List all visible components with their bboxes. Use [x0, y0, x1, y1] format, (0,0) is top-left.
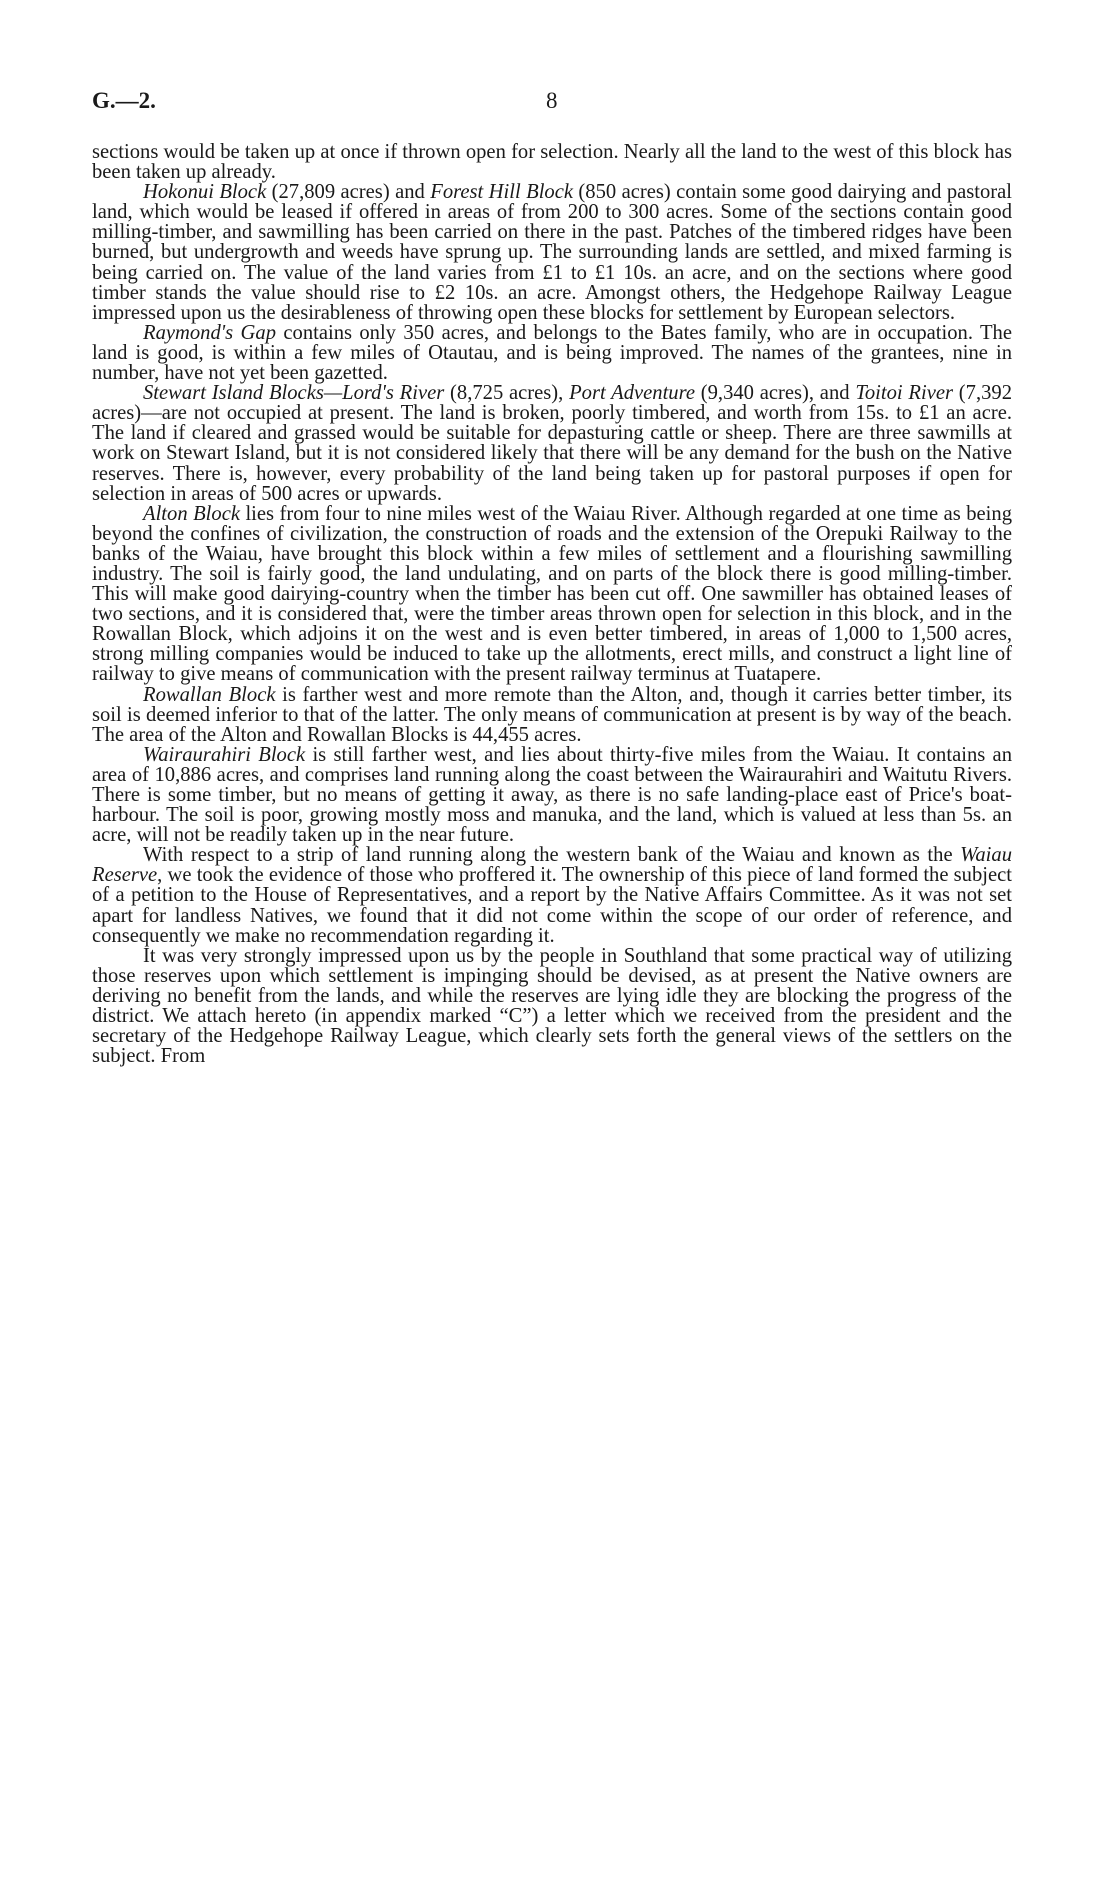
page-number: 8 [546, 88, 558, 113]
paragraph-waiau-reserve: With respect to a strip of land running along the western bank of the Waiau and known as the Waiau Reserve, we took the evidence of those who proffered it. The ownership of this piece of land formed the subject of a petition to the House of Representatives, and a report by the Native Affairs Committee. As it was not set apart for landless Natives, we found that it did not come within the scope of our order of reference, and consequently we make no recommendation regarding it. [92, 844, 1012, 947]
paragraph-rowallan-block: Rowallan Block is farther west and more remote than the Alton, and, though it carries better timber, its soil is deemed inferior to that of the latter. The only means of communication at present is by way of the beach. The area of the Alton and Rowallan Blocks is 44,455 acres. [92, 683, 1012, 746]
paragraph-hokonui-block: Hokonui Block (27,809 acres) and Forest Hill Block (850 acres) contain some good dairying and pastoral land, which would be leased if offered in areas of from 200 to 300 acres. Some of the sections contain good milling-timber, and sawmilling has been carried on there in the past. Patches of the timbered ridges have been burned, but undergrowth and weeds have sprung up. The surrounding lands are settled, and mixed farming is being carried on. The value of the land varies from £1 to £1 10s. an acre, and on the sections where good timber stands the value should rise to £2 10s. an acre. Amongst others, the Hedgehope Railway League impressed upon us the desirableness of throwing open these blocks for settlement by European selectors. [92, 181, 1013, 324]
paragraph-stewart-island: Stewart Island Blocks—Lord's River (8,725 acres), Port Adventure (9,340 acres), and Toitoi River (7,392 acres)—are not occupied at present. The land is broken, poorly timbered, and worth from 15s. to £1 an acre. The land if cleared and grassed would be suitable for depasturing cattle or sheep. There are three sawmills at work on Stewart Island, but it is not considered likely that there will be any demand for the bush on the Native reserves. There is, however, every probability of the land being taken up for pastoral purposes if open for selection in areas of 500 acres or upwards. [92, 382, 1013, 505]
paragraph-continuation: sections would be taken up at once if thrown open for selection. Nearly all the land to the west of this block has been taken up already. [92, 141, 1012, 184]
paragraph-southland-reserves: It was very strongly impressed upon us by the people in Southland that some practical way of utilizing those reserves upon which settlement is impinging should be devised, as at present the Native owners are deriving no benefit from the lands, and while the reserves are lying idle they are blocking the progress of the district. We attach hereto (in appendix marked “C”) a letter which we received from the president and the secretary of the Hedgehope Railway League, which clearly sets forth the general views of the settlers on the subject. From [92, 944, 1012, 1068]
paragraph-raymonds-gap: Raymond's Gap contains only 350 acres, and belongs to the Bates family, who are in occupation. The land is good, is within a few miles of Otautau, and is being improved. The names of the grantees, nine in number, have not yet been gazetted. [92, 321, 1012, 385]
paragraph-alton-block: Alton Block lies from four to nine miles west of the Waiau River. Although regarded at one time as being beyond the confines of civilization, the construction of roads and the extension of the Orepuki Railway to the banks of the Waiau, have brought this block within a few miles of settlement and a flourishing sawmilling industry. The soil is fairly good, the land undulating, and on parts of the block there is good milling-timber. This will make good dairying-country when the timber has been cut off. One sawmiller has obtained leases of two sections, and it is considered that, were the timber areas thrown open for selection in this block, and in the Rowallan Block, which adjoins it on the west and is even better timbered, in areas of 1,000 to 1,500 acres, strong milling companies would be induced to take up the allotments, erect mills, and construct a light line of railway to give means of communication with the present railway terminus at Tuatapere. [92, 502, 1012, 686]
body-text [92, 142, 1012, 1066]
page-header-code: G.—2. [92, 88, 156, 113]
paragraph-wairaurahiri-block: Wairaurahiri Block is still farther west, and lies about thirty-five miles from the Waiau. It contains an area of 10,886 acres, and comprises land running along the coast between the Wairaurahiri and Waitutu Rivers. There is some timber, but no means of getting it away, as there is no safe landing-place east of Price's boat-harbour. The soil is poor, growing mostly moss and manuka, and the land, which is valued at less than 5s. an acre, will not be readily taken up in the near future. [92, 743, 1012, 847]
